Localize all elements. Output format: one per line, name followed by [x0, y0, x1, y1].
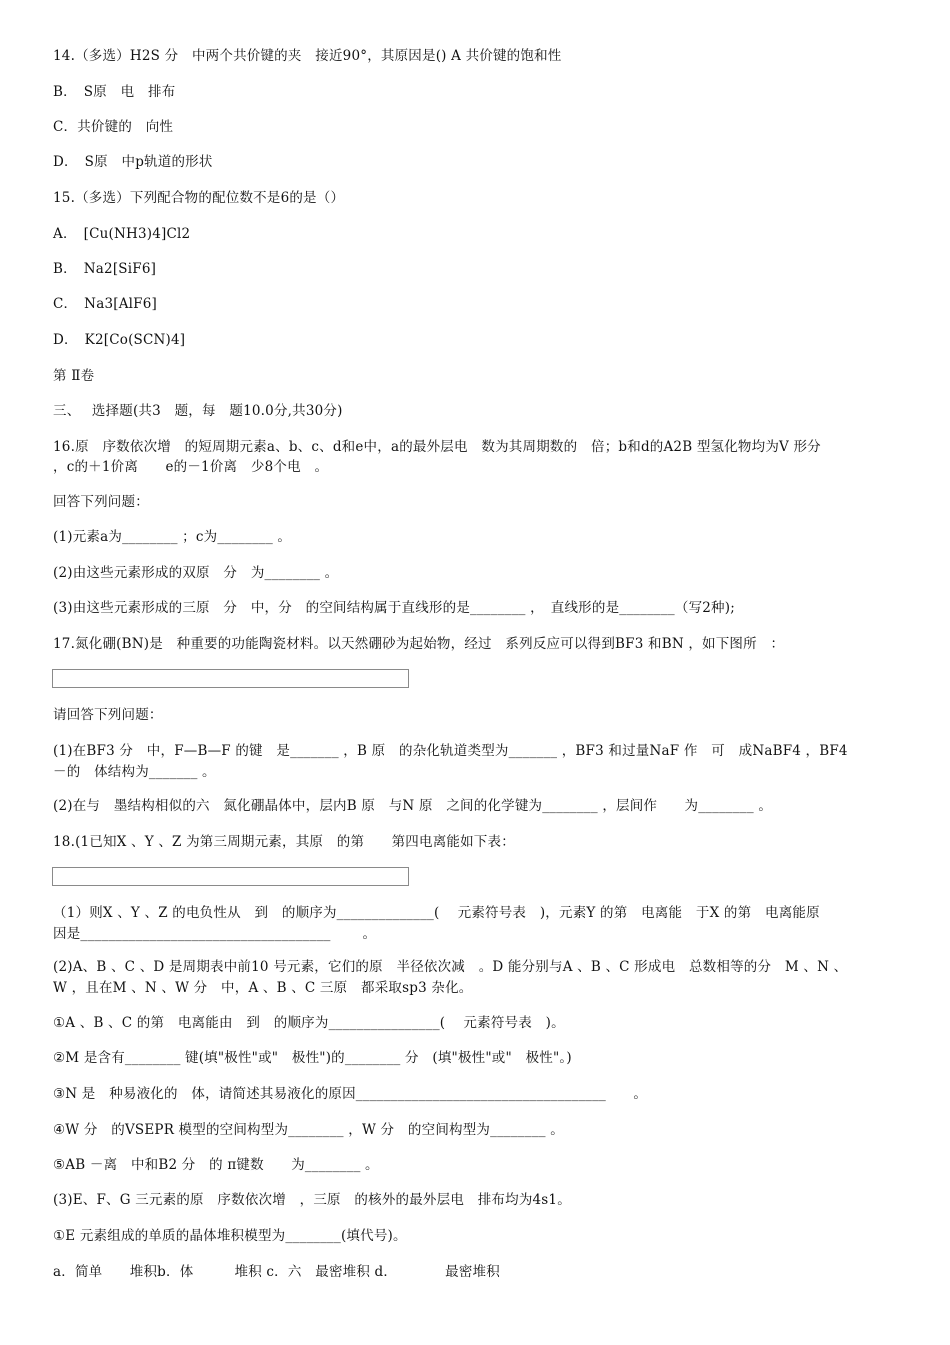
question-18-sub-3: (3)E、F、G 三元素的原 序数依次增 ，三原 的核外的最外层电 排布均为4s1。 — [53, 1192, 571, 1208]
table-placeholder — [52, 867, 409, 886]
question-15-option-a: A． [Cu(NH3)4]Cl2 — [53, 226, 191, 242]
question-15-option-b: B． Na2[SiF6] — [53, 261, 157, 277]
question-14: 14.（多选）H2S 分 中两个共价键的夹 接近90°，其原因是() A 共价键的饱和性 — [53, 48, 562, 64]
question-18-sub-3-item-1: ①E 元素组成的单质的晶体堆积模型为________(填代号)。 — [53, 1228, 407, 1244]
question-18-sub-3-options: a．简单 堆积b．体 堆积 c．六 最密堆积 d． 最密堆积 — [53, 1264, 500, 1280]
question-18-item-2: ②M 是含有________ 键(填"极性"或" 极性")的________ 分 (填"极性"或" 极性"。) — [53, 1050, 572, 1066]
question-18-sub-2-line-2: W ，且在M 、N 、W 分 中，A 、B 、C 三原 都采取sp3 杂化。 — [53, 980, 473, 996]
question-16-line-1: 16.原 序数依次增 的短周期元素a、b、c、d和e中，a的最外层电 数为其周期数的 倍；b和d的A2B 型氢化物均为V 形分 — [53, 439, 821, 455]
question-14-option-c: C．共价键的 向性 — [53, 119, 174, 135]
part-heading: 第 Ⅱ卷 — [53, 368, 95, 384]
section-heading: 三、 选择题(共3 题，每 题10.0分,共30分) — [53, 403, 343, 419]
figure-placeholder — [52, 669, 409, 688]
question-16-sub-1: (1)元素a为________ ；c为________ 。 — [53, 529, 292, 545]
question-16-sub-3: (3)由这些元素形成的三原 分 中，分 的空间结构属于直线形的是________ ， 直线形的是________（写2种); — [53, 600, 735, 616]
question-16-sub-2: (2)由这些元素形成的双原 分 为________ 。 — [53, 565, 339, 581]
question-17-prompt: 请回答下列问题： — [53, 707, 163, 723]
question-18-item-3: ③N 是 种易液化的 体，请简述其易液化的原因____________________________________ 。 — [53, 1086, 648, 1102]
question-18-item-5: ⑤AB －离 中和B2 分 的 π键数 为________ 。 — [53, 1157, 379, 1173]
question-15-option-c: C． Na3[AlF6] — [53, 296, 157, 312]
question-16-line-2: ，c的＋1价离 e的－1价离 少8个电 。 — [53, 459, 329, 475]
question-18-item-1: ①A 、B 、C 的第 电离能由 到 的顺序为________________( 元素符号表 )。 — [53, 1015, 565, 1031]
question-14-option-b: B． S原 电 排布 — [53, 84, 176, 100]
question-14-option-d: D． S原 中p轨道的形状 — [53, 154, 213, 170]
question-15-option-d: D． K2[Co(SCN)4] — [53, 332, 186, 348]
question-17-sub-2: (2)在与 墨结构相似的六 氮化硼晶体中，层内B 原 与N 原 之间的化学键为________ ，层间作 为________ 。 — [53, 798, 773, 814]
question-15: 15.（多选）下列配合物的配位数不是6的是（） — [53, 190, 345, 206]
question-18-sub-1-line-1: （1）则X 、Y 、Z 的电负性从 到 的顺序为______________( 元素符号表 )，元素Y 的第 电离能 于X 的第 电离能原 — [53, 905, 820, 921]
question-18: 18.(1已知X 、Y 、Z 为第三周期元素，其原 的第 第四电离能如下表： — [53, 834, 515, 850]
question-18-item-4: ④W 分 的VSEPR 模型的空间构型为________ ，W 分 的空间构型为________ 。 — [53, 1122, 564, 1138]
question-17-sub-1-line-2: －的 体结构为_______ 。 — [53, 764, 216, 780]
question-18-sub-2-line-1: (2)A、B 、C 、D 是周期表中前10 号元素，它们的原 半径依次减 。D 能分别与A 、B 、C 形成电 总数相等的分 M 、N 、 — [53, 959, 848, 975]
question-17-sub-1-line-1: (1)在BF3 分 中，F—B—F 的键 是_______ ，B 原 的杂化轨道类型为_______ ，BF3 和过量NaF 作 可 成NaBF4 ，BF4 — [53, 743, 848, 759]
question-18-sub-1-line-2: 因是____________________________________ 。 — [53, 926, 377, 942]
answer-prompt: 回答下列问题： — [53, 494, 149, 510]
question-17: 17.氮化硼(BN)是 种重要的功能陶瓷材料。以天然硼砂为起始物，经过 系列反应可以得到BF3 和BN ，如下图所 ： — [53, 636, 785, 652]
